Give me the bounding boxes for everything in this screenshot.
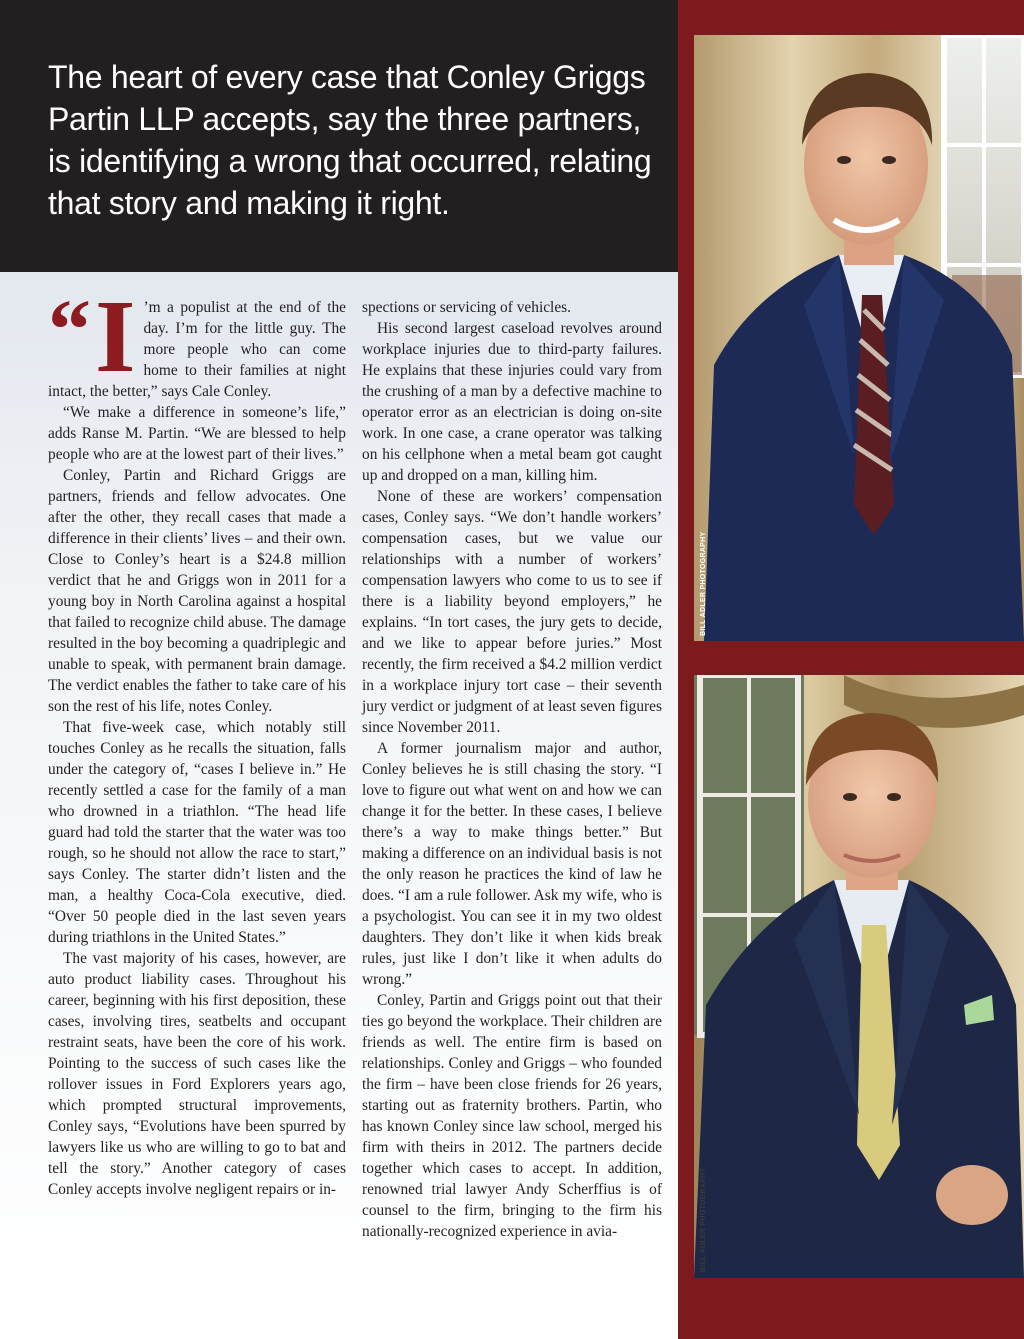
- drop-cap: I: [95, 279, 136, 394]
- paragraph: spections or servicing of vehicles.: [362, 299, 571, 316]
- headline: The heart of every case that Conley Griggs Partin LLP accepts, say the three partners, is identifying a wrong that occurred, relating that story and making it right.: [48, 59, 652, 221]
- portrait-photo-bottom: [694, 675, 1024, 1278]
- paragraph: “We make a difference in someone’s life,” adds Ranse M. Partin. “We are blessed to help people who are at the lowest part of their lives.”: [48, 404, 346, 463]
- paragraph: A former journalism major and author, Conley believes he is still chasing the story. “I love to figure out what went on and how we can change it for the better. In these cases, I believe there’s a way to make things better.” But making a difference on an individual basis is not the only reason he practices the kind of law he does. “I am a rule follower. Ask my wife, who is a psychologist. You can see it in my two oldest daughters. They don’t like it when kids break rules, just like I don’t like it when adults do wrong.”: [362, 740, 662, 988]
- paragraph: Conley, Partin and Richard Griggs are partners, friends and fellow advocates. One after the other, they recall cases that made a difference in their clients’ lives – and their own. Close to Conley’s heart is a $24.8 million verdict that he and Griggs won in 2011 for a young boy in North Carolina against a hospital that failed to recognize child abuse. The damage resulted in the boy becoming a quadriplegic and unable to speak, with permanent brain damage. The verdict enables the father to take care of his son the rest of his life, notes Conley.: [48, 467, 346, 715]
- drop-quote-mark: “: [48, 281, 91, 377]
- paragraph: That five-week case, which notably still touches Conley as he recalls the situation, falls under the category of, “cases I believe in.” He recently settled a case for the family of a man who drowned in a triathlon. “The head life guard had told the starter that the water was too rough, so he should not allow the race to start,” says Conley. The starter didn’t listen and the man, a healthy Coca-Cola executive, died. “Over 50 people died in the last seven years during triathlons in the United States.”: [48, 719, 346, 946]
- article-column-2: [362, 297, 662, 1242]
- paragraph: His second largest caseload revolves around workplace injuries due to third-party failures. He explains that these injuries could vary from the crushing of a man by a defective machine to operator error as an electrician is doing on-site work. In one case, a crane operator was talking on his cellphone when a metal beam got caught up and dropped on a man, killing him.: [362, 320, 662, 484]
- portrait-photo-top: [694, 35, 1024, 641]
- headline-banner: [0, 0, 678, 272]
- paragraph: Conley, Partin and Griggs point out that their ties go beyond the workplace. Their children are friends as well. The entire firm is based on relationships. Conley and Griggs – who founded the firm – have been close friends for 26 years, starting out as fraternity brothers. Partin, who has known Conley since law school, merged his firm with theirs in 2012. The partners decide together which cases to accept. In addition, renowned trial lawyer Andy Scherffius is of counsel to the firm, bringing to the firm his nationally-recognized experience in avia-: [362, 992, 662, 1240]
- photo-credit-bottom: BILL ADLER PHOTOGRAPHY: [700, 1167, 707, 1272]
- paragraph: The vast majority of his cases, however, are auto product liability cases. Throughout his career, beginning with his first deposition, these cases, involving tires, seatbelts and occupant restraint seats, have been the core of his work. Pointing to the success of such cases like the rollover issues in Ford Explorers years ago, which prompted structural improvements, Conley says, “Evolutions have been spurred by lawyers like us who are willing to go to bat and tell the story.” Another category of cases Conley accepts involve negligent repairs or in-: [48, 950, 346, 1198]
- photo-credit-top: BILL ADLER PHOTOGRAPHY: [700, 531, 707, 636]
- paragraph: None of these are workers’ compensation cases, Conley says. “We don’t handle workers’ compensation cases, but we value our relationships with a number of workers’ compensation lawyers who come to us to see if there is a liability beyond employers,” he explains. “In tort cases, the jury gets to decide, and we like to appear before juries.” Most recently, the firm received a $4.2 million verdict in a workplace injury tort case – their seventh jury verdict or judgment of at least seven figures since November 2011.: [362, 488, 662, 736]
- paragraph: ’m a populist at the end of the day. I’m for the little guy. The more people who can come home to their families at night intact, the better,” says Cale Conley.: [48, 299, 346, 400]
- article-column-1: [48, 279, 346, 1200]
